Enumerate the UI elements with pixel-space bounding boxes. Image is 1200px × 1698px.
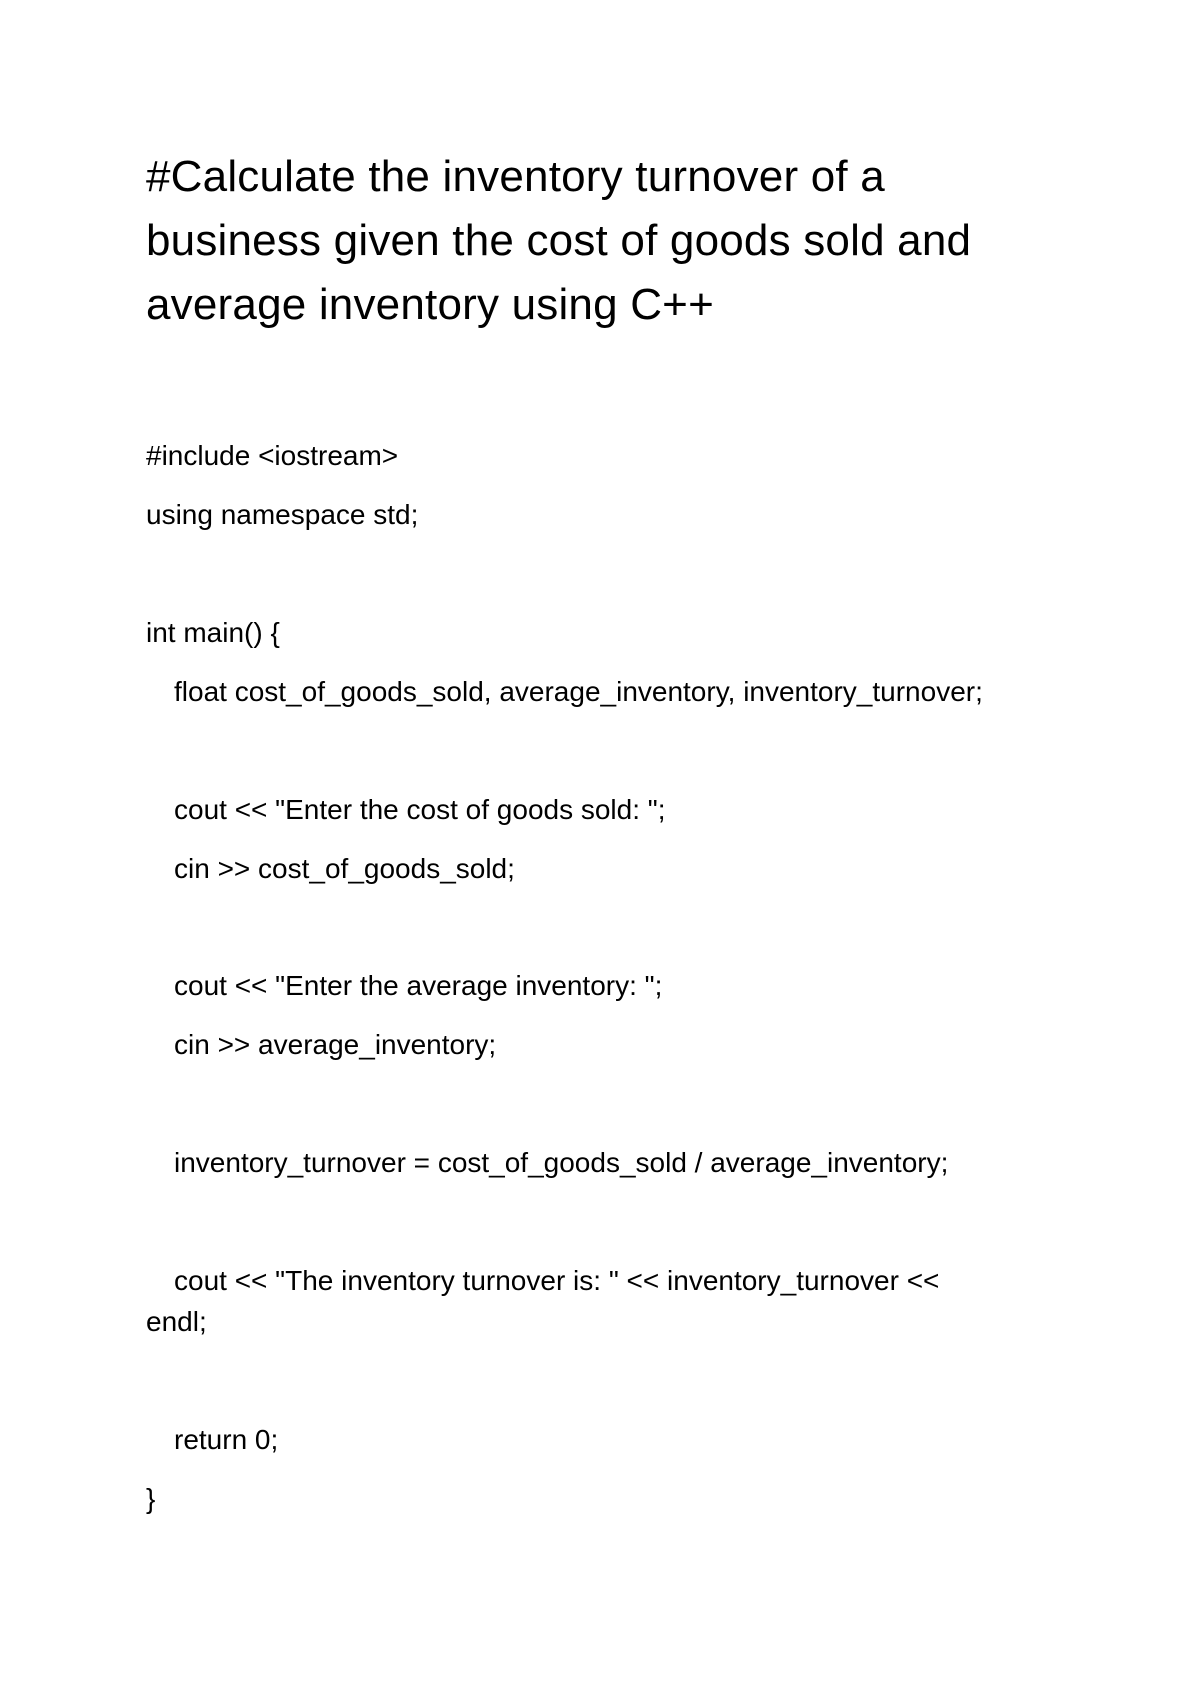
code-line-main: int main() {: [146, 617, 280, 648]
code-line-cout-average: cout << "Enter the average inventory: ";: [174, 970, 663, 1001]
code-line-include: #include <iostream>: [146, 440, 399, 471]
code-line-endl: endl;: [146, 1306, 207, 1337]
code-line-cout-result: cout << "The inventory turnover is: " << inventory_turnover <<: [174, 1265, 940, 1296]
code-line-cin-average: cin >> average_inventory;: [174, 1029, 497, 1060]
code-line-namespace: using namespace std;: [146, 499, 419, 530]
code-line-return: return 0;: [174, 1424, 279, 1455]
title-line-2: business given the cost of goods sold and: [146, 216, 972, 265]
code-line-closing-brace: }: [146, 1483, 156, 1514]
code-line-cin-cost: cin >> cost_of_goods_sold;: [174, 853, 515, 884]
code-line-cout-cost: cout << "Enter the cost of goods sold: ";: [174, 794, 666, 825]
code-line-declaration: float cost_of_goods_sold, average_inventory, inventory_turnover;: [174, 676, 983, 707]
code-line-calculation: inventory_turnover = cost_of_goods_sold / average_inventory;: [174, 1147, 949, 1178]
title-line-1: #Calculate the inventory turnover of a: [146, 152, 885, 201]
document-title: [146, 145, 1086, 337]
title-line-3: average inventory using C++: [146, 280, 714, 329]
